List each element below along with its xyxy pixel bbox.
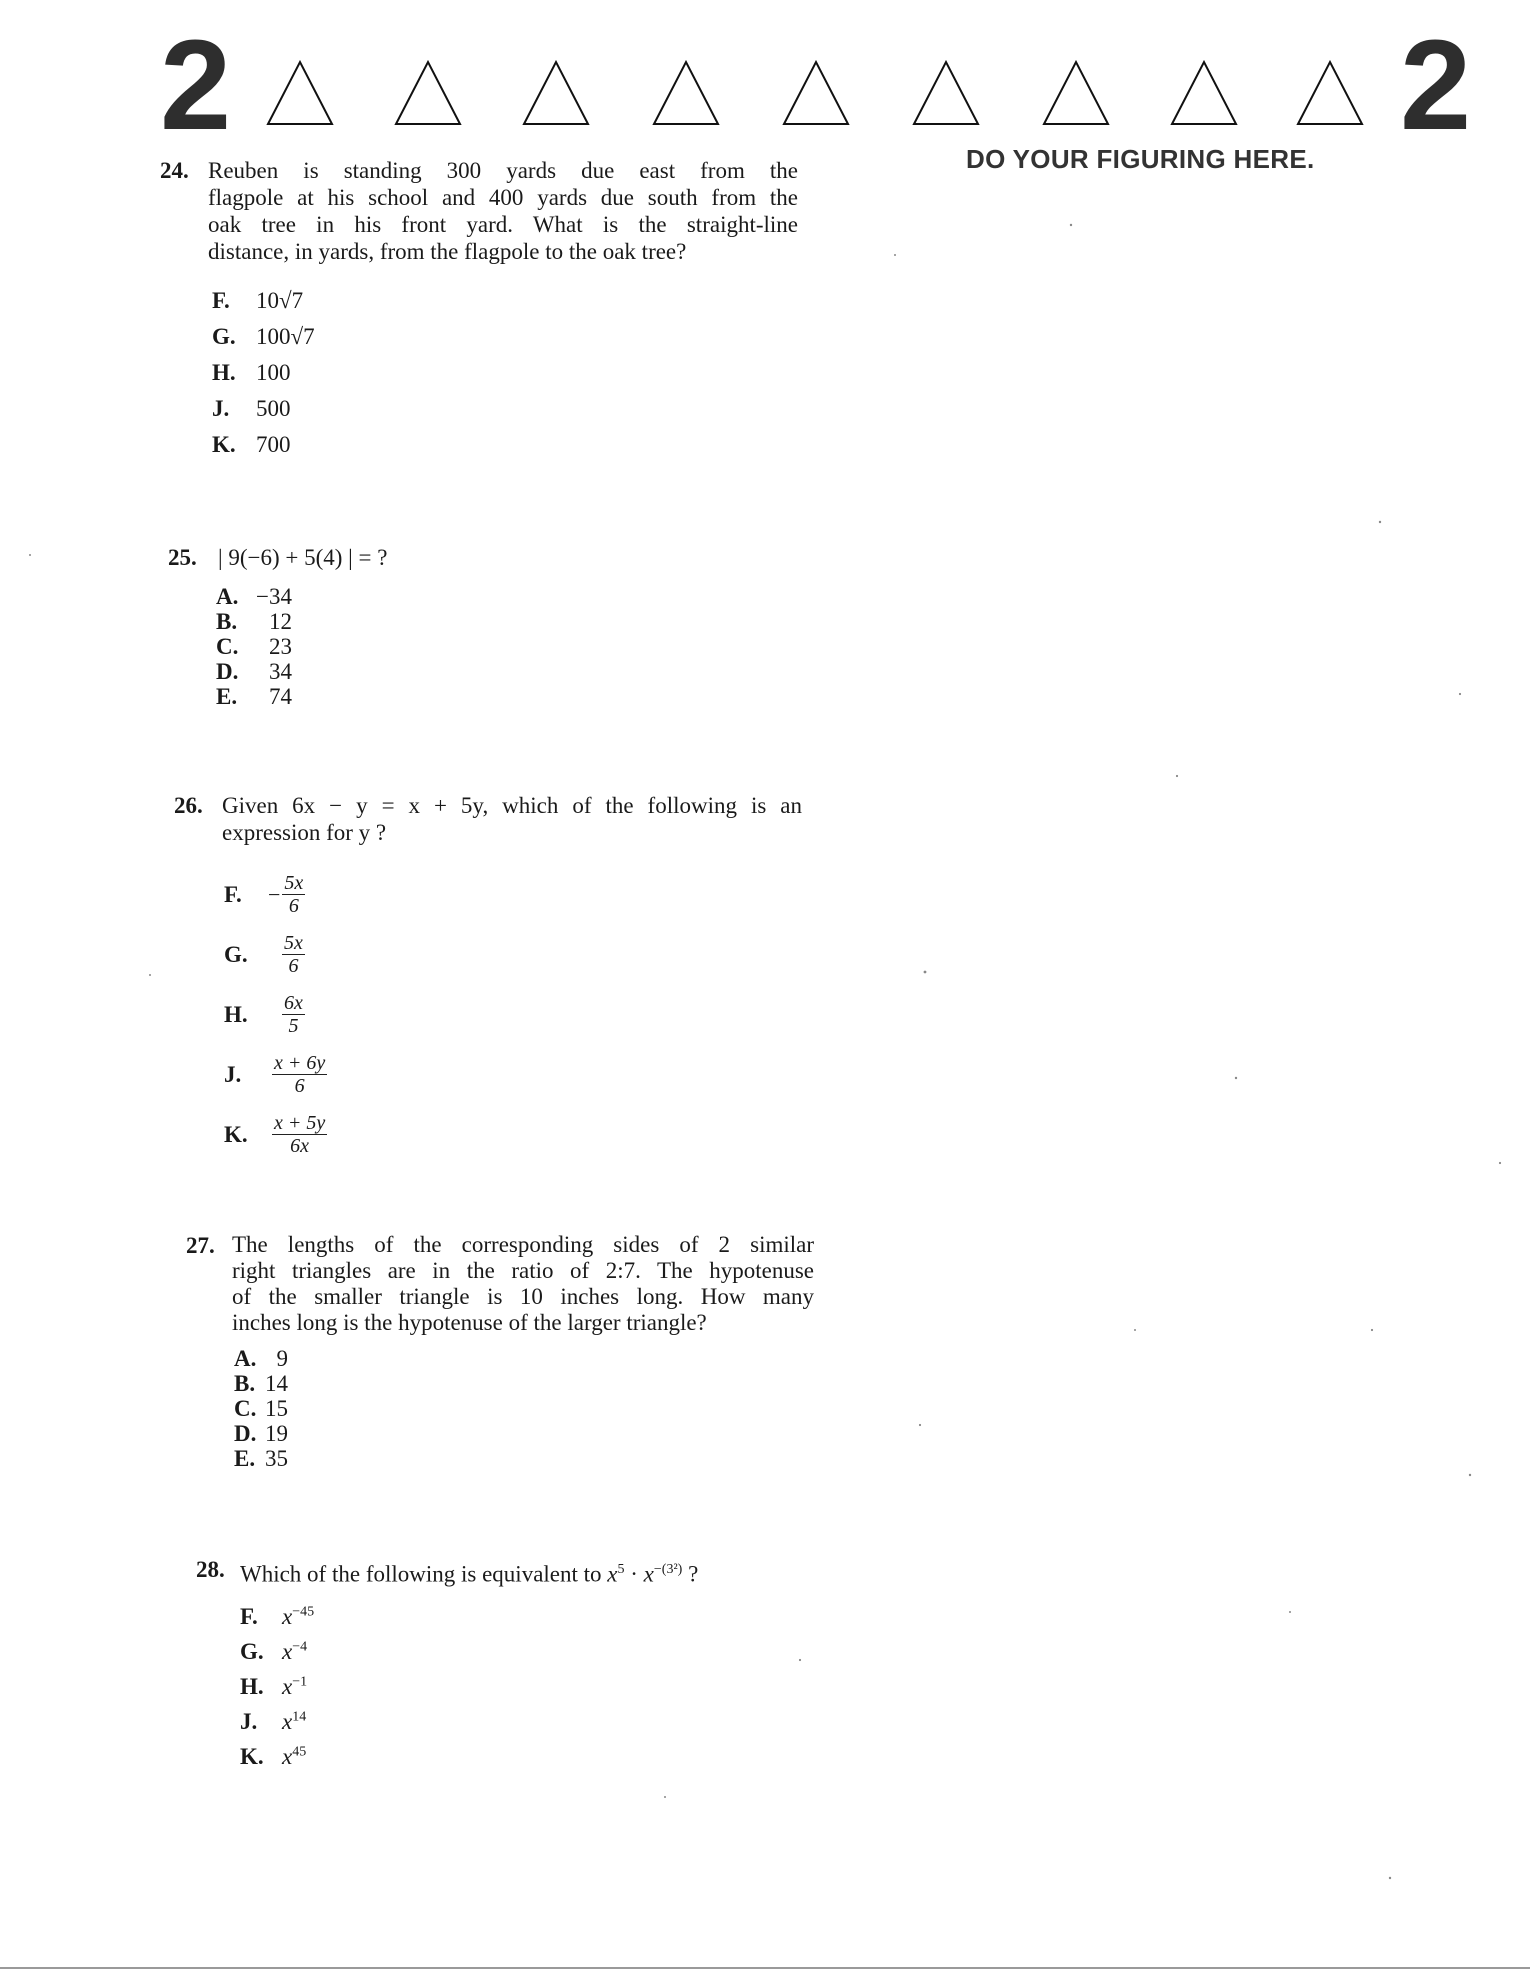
fraction-numerator: 5x <box>284 932 303 954</box>
stem-base: x <box>607 1561 618 1587</box>
choice-letter: E. <box>216 684 238 709</box>
choice-letter: F. <box>212 288 230 313</box>
triangle-row <box>262 58 1372 128</box>
choice-value: 15 <box>265 1396 288 1421</box>
triangle-icon <box>1298 62 1362 124</box>
stem-end: ? <box>688 1561 699 1587</box>
choice-letter: K. <box>212 432 236 457</box>
choice-value: 35 <box>265 1446 288 1471</box>
choice-exponent: −45 <box>292 1604 315 1620</box>
choice-value: 19 <box>265 1421 288 1446</box>
choice-letter: E. <box>234 1446 256 1471</box>
answer-choice[interactable] <box>240 1604 314 1630</box>
choice-value: 34 <box>269 659 292 684</box>
triangle-icon <box>1044 62 1108 124</box>
choice-letter: B. <box>234 1371 256 1396</box>
choice-fraction <box>282 872 305 917</box>
answer-choice[interactable] <box>234 1371 288 1396</box>
answer-choice[interactable] <box>234 1421 288 1446</box>
fraction-denominator: 6 <box>288 955 299 977</box>
fraction-denominator: 6 <box>288 895 299 917</box>
question-stem <box>222 792 802 846</box>
answer-choice[interactable] <box>224 1112 327 1157</box>
choice-value: 9 <box>276 1346 288 1371</box>
choice-letter: F. <box>224 881 242 907</box>
choice-letter: K. <box>224 1121 248 1147</box>
choice-letter: C. <box>234 1396 257 1421</box>
choice-fraction <box>272 1052 327 1097</box>
choice-fraction <box>282 932 305 977</box>
stem-line: right triangles are in the ratio of 2:7. The hypotenuse <box>232 1258 814 1283</box>
question-stem <box>208 157 798 265</box>
choice-value: 500 <box>256 396 291 421</box>
triangle-icon <box>524 62 588 124</box>
choice-exponent: −1 <box>292 1674 308 1690</box>
choice-base: x <box>282 1709 293 1734</box>
answer-choice[interactable] <box>234 1396 288 1421</box>
answer-choice[interactable] <box>216 609 292 634</box>
question-stem: | 9(−6) + 5(4) | = ? <box>218 545 388 570</box>
choice-value: 100 <box>256 360 291 385</box>
stem-exponent: 5 <box>617 1562 625 1577</box>
answer-choice[interactable] <box>216 584 292 609</box>
choice-letter: G. <box>240 1639 264 1664</box>
choice-letter: J. <box>224 1061 242 1087</box>
answer-choice[interactable] <box>224 932 305 977</box>
page-bottom-edge <box>0 1967 1530 1969</box>
choice-exponent: −4 <box>292 1639 308 1655</box>
choice-base: x <box>282 1639 293 1664</box>
question-stem <box>240 1556 698 1588</box>
stem-exponent: −(3²) <box>653 1562 683 1577</box>
choice-value: 10√7 <box>256 288 304 313</box>
choice-value: −34 <box>256 584 292 609</box>
fraction-numerator: x + 5y <box>274 1112 326 1134</box>
choice-letter: B. <box>216 609 238 634</box>
answer-choice[interactable] <box>240 1639 307 1665</box>
stem-line: inches long is the hypotenuse of the larger triangle? <box>232 1310 707 1335</box>
choice-letter: C. <box>216 634 239 659</box>
question-number: 28. <box>196 1557 225 1582</box>
stem-line: distance, in yards, from the flagpole to the oak tree? <box>208 239 687 264</box>
question-stem <box>232 1232 814 1336</box>
answer-choice[interactable] <box>224 992 305 1037</box>
choice-value: 14 <box>265 1371 288 1396</box>
stem-line: oak tree in his front yard. What is the straight-line <box>208 212 798 237</box>
choice-base: x <box>282 1674 293 1699</box>
answer-choice[interactable] <box>212 432 291 458</box>
choice-letter: J. <box>240 1709 258 1734</box>
answer-choice[interactable] <box>212 288 303 314</box>
answer-choice[interactable] <box>224 1052 327 1097</box>
answer-choice[interactable] <box>216 684 292 709</box>
choice-value: 700 <box>256 432 291 457</box>
answer-choice[interactable] <box>212 360 291 386</box>
answer-choice[interactable] <box>216 634 292 659</box>
fraction-denominator: 6x <box>290 1135 310 1157</box>
stem-line: Given 6x − y = x + 5y, which of the following is an <box>222 793 802 818</box>
answer-choice[interactable] <box>240 1744 306 1770</box>
section-number-left: 2 <box>160 14 230 157</box>
choice-letter: H. <box>212 360 236 385</box>
fraction-denominator: 6 <box>294 1075 305 1097</box>
choice-letter: A. <box>216 584 239 609</box>
choice-base: x <box>282 1604 293 1629</box>
choice-letter: A. <box>234 1346 257 1371</box>
fraction-numerator: 5x <box>284 872 304 894</box>
answer-choice[interactable] <box>240 1674 307 1700</box>
choice-value: 23 <box>269 634 292 659</box>
stem-line: expression for y ? <box>222 820 387 845</box>
triangle-icon <box>268 62 332 124</box>
choice-letter: F. <box>240 1604 258 1629</box>
choice-value: 74 <box>269 684 292 709</box>
choice-letter: G. <box>212 324 236 349</box>
choice-value: 12 <box>269 609 292 634</box>
choice-exponent: 45 <box>292 1744 307 1760</box>
stem-dot: · <box>630 1561 638 1587</box>
stem-base: x <box>643 1561 654 1587</box>
fraction-numerator: 6x <box>284 992 303 1014</box>
triangle-icon <box>1172 62 1236 124</box>
choice-letter: K. <box>240 1744 264 1769</box>
answer-choice[interactable] <box>224 872 305 917</box>
question-number: 24. <box>160 158 189 183</box>
choice-base: x <box>282 1744 293 1769</box>
choice-fraction <box>272 1112 327 1157</box>
choice-sign: − <box>268 881 281 907</box>
answer-choice[interactable] <box>234 1446 288 1471</box>
answer-choice[interactable] <box>216 659 292 684</box>
choice-letter: D. <box>234 1421 257 1446</box>
stem-line: flagpole at his school and 400 yards due south from the <box>208 185 798 210</box>
choice-fraction <box>282 992 305 1037</box>
triangle-icon <box>396 62 460 124</box>
fraction-numerator: x + 6y <box>274 1052 326 1074</box>
choice-letter: G. <box>224 941 248 967</box>
stem-line: Reuben is standing 300 yards due east from the <box>208 158 798 183</box>
choice-letter: H. <box>240 1674 264 1699</box>
triangle-icon <box>784 62 848 124</box>
stem-line: of the smaller triangle is 10 inches long. How many <box>232 1284 814 1309</box>
stem-line: The lengths of the corresponding sides of 2 similar <box>232 1232 814 1257</box>
stem-text: Which of the following is equivalent to <box>240 1561 602 1587</box>
choice-letter: J. <box>212 396 230 421</box>
triangle-icon <box>654 62 718 124</box>
choice-letter: H. <box>224 1001 248 1027</box>
section-number-right: 2 <box>1400 14 1470 157</box>
answer-choice[interactable] <box>212 324 315 350</box>
choice-letter: D. <box>216 659 239 684</box>
question-number: 25. <box>168 545 197 570</box>
answer-choice[interactable] <box>240 1709 306 1735</box>
answer-choice[interactable] <box>212 396 291 422</box>
figuring-label: DO YOUR FIGURING HERE. <box>966 144 1315 174</box>
choice-exponent: 14 <box>292 1709 307 1725</box>
fraction-denominator: 5 <box>288 1015 299 1037</box>
answer-choice[interactable] <box>234 1346 288 1371</box>
question-number: 27. <box>186 1233 215 1258</box>
question-number: 26. <box>174 793 203 818</box>
choice-value: 100√7 <box>256 324 315 349</box>
triangle-icon <box>914 62 978 124</box>
